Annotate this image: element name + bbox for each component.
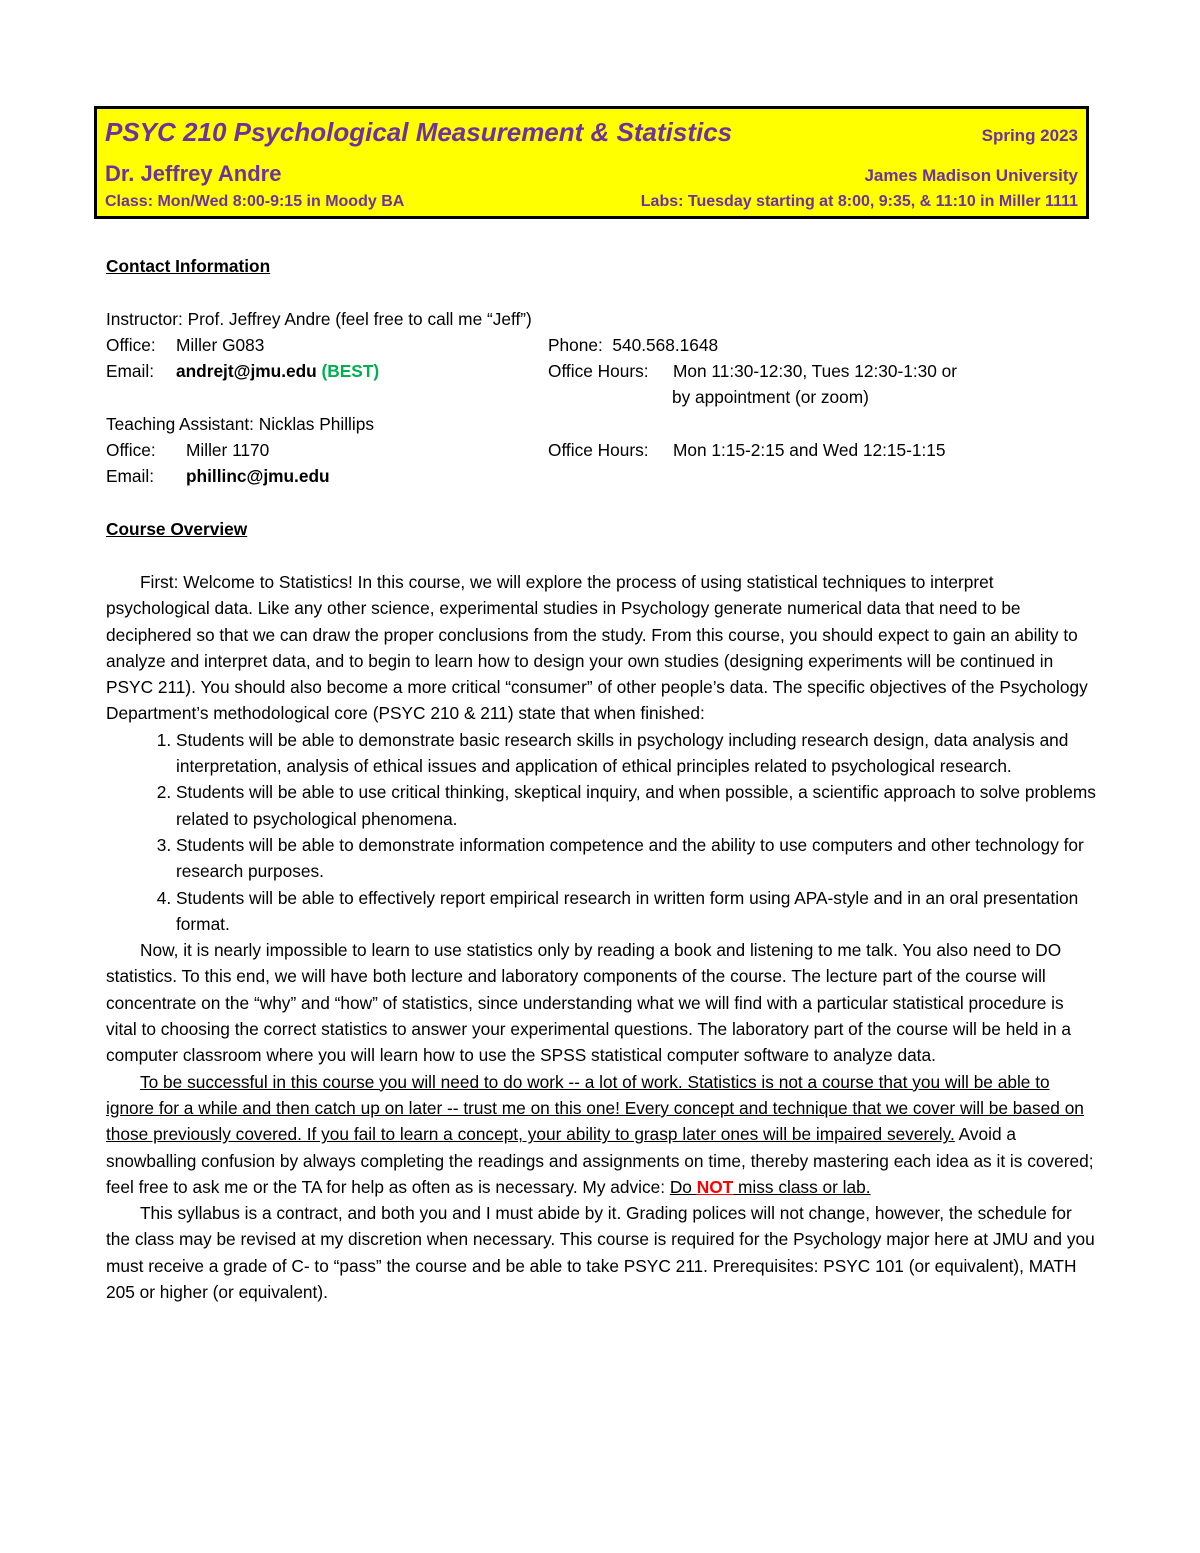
contact-heading: Contact Information [106,256,271,276]
course-header-box [94,106,1089,219]
overview-heading: Course Overview [106,518,248,539]
ta-line: Teaching Assistant: Nicklas Phillips [106,413,374,434]
overview-paragraph-4: This syllabus is a contract, and both you and I must abide by it. Grading polices will not change, however, the schedule for the class may be revised at my discretion when necessary. This course is required for the Psychology major here at JMU and you must receive a grade of C- to “pass” the course and be able to take PSYC 211. Prerequisites: PSYC 101 (or equivalent), MATH 205 or higher (or equivalent). [106,1203,1095,1303]
email-best-note: (BEST) [321,361,380,382]
office-hours-value-cont: by appointment (or zoom) [672,387,869,408]
advice-do: Do [669,1176,697,1197]
advice-rest: miss class or lab. [733,1176,871,1197]
overview-section [106,569,1096,1305]
objective-item: 1. Students will be able to demonstrate basic research skills in psychology including research design, data analysis and interpretation, analysis of ethical issues and application of ethical principles related to psychological research. [176,727,1096,780]
term: Spring 2023 [981,126,1078,145]
office-hours-label: Office Hours: [548,361,649,382]
ta-email-label: Email: [106,466,155,487]
phone-value: 540.568.1648 [612,334,719,355]
overview-paragraph-1: First: Welcome to Statistics! In this course, we will explore the process of using statistical techniques to interpret psychological data. Like any other science, experimental studies in Psychology generate numerical data that need to be deciphered so that we can draw the proper conclusions from the study. From this course, you should expect to gain an ability to analyze and interpret data, and to begin to learn how to design your own studies (designing experiments will be continued in PSYC 211). You should also become a more critical “consumer” of other people’s data. The specific objectives of the Psychology Department’s methodological core (PSYC 210 & 211) state that when finished: [106,572,1088,724]
ta-office-label: Office: [106,440,156,461]
office-value: Miller G083 [176,334,265,355]
ta-office-hours-value: Mon 1:15-2:15 and Wed 12:15-1:15 [673,440,946,461]
overview-paragraph-3 [106,1069,1096,1200]
ta-office-value: Miller 1170 [186,440,270,461]
advice-not: NOT [696,1176,734,1197]
office-hours-value: Mon 11:30-12:30, Tues 12:30-1:30 or [673,361,958,382]
course-title: PSYC 210 Psychological Measurement & Statistics [105,117,733,147]
objective-item: 4. Students will be able to effectively report empirical research in written form using APA-style and in an oral presentation format. [176,885,1096,938]
email-label: Email: [106,361,155,382]
advice-text: Avoid a snowballing confusion by always completing the readings and assignments on time, thereby mastering each idea as it is covered; feel free to ask me or the TA for help as often as is necessary. My advice: [106,1124,1094,1197]
class-schedule: Class: Mon/Wed 8:00-9:15 in Moody BA [105,193,405,210]
instructor-name: Dr. Jeffrey Andre [105,161,282,186]
objective-item: 3. Students will be able to demonstrate information competence and the ability to use computers and other technology for research purposes. [176,832,1096,885]
phone-label: Phone: [548,334,603,355]
overview-paragraph-2: Now, it is nearly impossible to learn to use statistics only by reading a book and listening to me talk. You also need to DO statistics. To this end, we will have both lecture and laboratory components of the course. The lecture part of the course will concentrate on the “why” and “how” of statistics, since understanding what we will find with a particular statistical procedure is vital to choosing the correct statistics to answer your experimental questions. The laboratory part of the course will be held in a computer classroom where you will learn how to use the SPSS statistical computer software to analyze data. [106,940,1072,1066]
instructor-line: Instructor: Prof. Jeffrey Andre (feel free to call me “Jeff”) [106,308,532,329]
instructor-email[interactable]: andrejt@jmu.edu [176,361,317,382]
objective-item: 2. Students will be able to use critical thinking, skeptical inquiry, and when possible, a scientific approach to solve problems related to psychological phenomena. [176,779,1096,832]
objectives-list [106,727,1096,937]
ta-office-hours-label: Office Hours: [548,440,649,461]
warning-text: To be successful in this course you will need to do work -- a lot of work. Statistics is not a course that you will be able to ignore for a while and then catch up on later -- trust me on this one! Every concept and technique that we cover will be based on those previously covered. If you fail to learn a concept, your ability to grasp later ones will be impaired severely. [106,1071,1084,1145]
office-label: Office: [106,334,156,355]
lab-schedule: Labs: Tuesday starting at 8:00, 9:35, & 11:10 in Miller 1111 [640,193,1078,210]
ta-email[interactable]: phillinc@jmu.edu [186,466,330,487]
contact-section [106,253,1096,569]
university: James Madison University [864,166,1078,185]
